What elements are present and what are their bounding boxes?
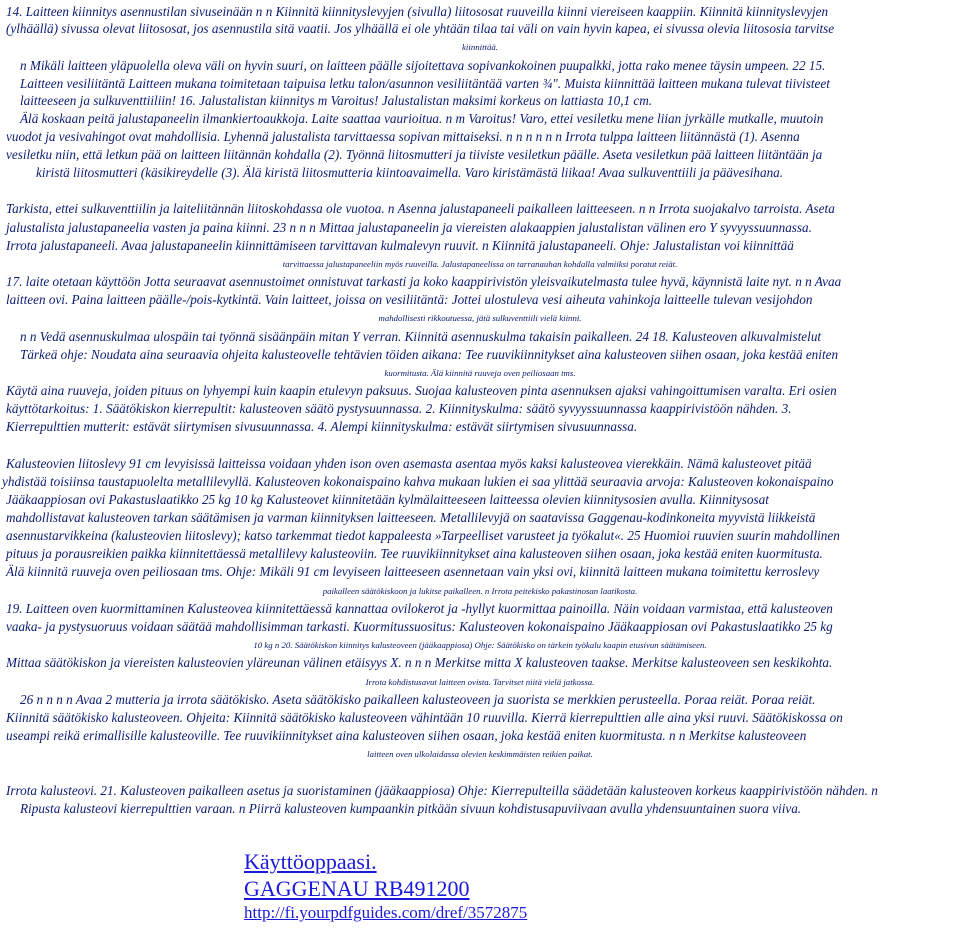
text-line: Käytä aina ruuveja, joiden pituus on lyhyempi kuin kaapin etulevyn paksuus. Suojaa kalusteoven pinta asennuksen ajaksi vahingoittumisen varalta. Eri osien [6, 383, 837, 398]
text-line: Jääkaappiosan ovi Pakastuslaatikko 25 kg 10 kg Kalusteovet kiinnitetään kylmälaitteeseen laitteessa olevien kiinnitysosien avulla. Kiinnitysosat [6, 492, 769, 507]
text-line: laitteen oven ulkolaidassa olevien keskimmäisten reikien paikat. [367, 749, 593, 759]
text-line: käyttötarkoitus: 1. Säätökiskon kierrepultit: kalusteoven säätö pystysuunnassa. 2. Kiinnityskulma: säätö syvyyssuunnassa kaappirivistöön nähden. 3. [6, 401, 792, 416]
text-line: Tarkista, ettei sulkuventtiilin ja laiteliitännän liitoskohdassa ole vuotoa. n Asenna jalustapaneeli paikalleen laitteeseen. n n Irrota suojakalvo tarroista. Aseta [6, 201, 835, 216]
text-line: Älä koskaan peitä jalustapaneelin ilmankiertoaukkoja. Laite saattaa vaurioitua. n m Varoitus! Varo, ettei vesiletku mene liian jyrkälle mutkalle, muutoin [20, 111, 824, 126]
text-line: laitteen ovi. Paina laitteen päälle-/pois-kytkintä. Vain laitteet, joissa on vesiliitäntä: Jottei ulostuleva vesi aiheuta vahinkoja laitteelle tulevan vesijohdon [6, 292, 813, 307]
text-line: vaaka- ja pystysuoruus voidaan säätää mahdollisimman tarkasti. Kuormitussuositus: Kalusteoven kokonaispaino Jääkaappiosan ovi Pakastuslaatikko 25 kg [6, 619, 833, 634]
text-line: pituus ja porausreikien paikka kiinnitettäessä metallilevy kalusteoviin. Tee ruuvikiinnitykset aina kalusteoven siihen osaan, joka kestää eniten kuormitusta. [6, 546, 823, 561]
text-line: Irrota kohdistusavut laitteen ovista. Tarvitset niitä vielä jatkossa. [365, 677, 595, 687]
text-line: kuormitusta. Älä kiinnitä ruuveja oven peiliosaan tms. [384, 368, 576, 378]
text-line: jalustalista jalustapaneelia vasten ja paina kiinni. 23 n n n Mittaa jalustapaneelin ja viereisten alakaappien jalustalistan välinen ero Y syvyyssuunnassa. [6, 220, 812, 235]
footer-links [244, 848, 527, 924]
text-line: n Mikäli laitteen yläpuolella oleva väli on hyvin suuri, on laitteen päälle sijoitettava sopivankokoinen puupalkki, jotta rako menee täysin umpeen. 22 15. [20, 58, 826, 73]
text-line: kiinnittää. [462, 42, 498, 52]
text-line: Mittaa säätökiskon ja viereisten kalusteovien yläreunan välinen etäisyys X. n n n Merkitse mitta X kalusteoven taakse. Merkitse kalusteoveen sen keskikohta. [6, 655, 833, 670]
product-link[interactable]: GAGGENAU RB491200 [244, 876, 470, 901]
text-line: Ripusta kalusteovi kierrepulttien varaan. n Piirrä kalusteoven kumpaankin pitkään sivuun kohdistusapuviivaan avulla yhdensuuntainen suora viiva. [20, 801, 802, 816]
text-line: Älä kiinnitä ruuveja oven peiliosaan tms. Ohje: Mikäli 91 cm levyiseen laitteeseen asennetaan vain yksi ovi, kiinnitä laitteen mukana toimitettu kerroslevy [6, 564, 820, 579]
text-line: Kalusteovien liitoslevy 91 cm levyisissä laitteissa voidaan yhden ison oven asemasta asentaa myös kaksi kalusteovea vierekkäin. Nämä kalusteovet pitää [6, 456, 812, 471]
text-line: n n Vedä asennuskulmaa ulospäin tai työnnä sisäänpäin mitan Y verran. Kiinnitä asennuskulma takaisin paikalleen. 24 18. Kalusteoven alkuvalmistelut [20, 329, 822, 344]
manual-link[interactable]: Käyttöoppaasi. [244, 849, 377, 874]
text-line: vesiletku niin, että letkun pää on laitteen liitännän kohdalla (2). Työnnä liitosmutteri ja tiiviste vesiletkun päälle. Aseta vesiletkun pää laitteen liitäntään ja [6, 147, 823, 162]
text-line: 17. laite otetaan käyttöön Jotta seuraavat asennustoimet onnistuvat tarkasti ja koko kaappirivistön yleisvaikutelmasta tulee hyvä, käynnistä laite nyt. n n Avaa [6, 274, 842, 289]
text-line: Kiinnitä säätökisko kalusteoveen. Ohjeita: Kiinnitä säätökisko kalusteoveen vähintään 10 ruuvilla. Kierrä kierrepulttien alle aina yksi ruuvi. Säätökiskossa on [6, 710, 843, 725]
text-line: tarvittaessa jalustapaneeliin myös ruuveilla. Jalustapaneelissa on tarranauhan kohdalla valmiiksi poratut reiät. [282, 259, 678, 269]
text-line: mahdollisesti rikkoutuessa, jätä sulkuventtiili vielä kiinni. [378, 313, 582, 323]
text-line: 19. Laitteen oven kuormittaminen Kalusteovea kiinnitettäessä kannattaa ovilokerot ja -hyllyt kuormittaa painoilla. Näin voidaan varmistaa, että kalusteoven [6, 601, 833, 616]
text-line: yhdistää toisiinsa taustapuolelta metallilevyllä. Kalusteoven kokonaispaino kahva mukaan lukien ei saa ylittää seuraavia arvoja: Kalusteoven kokonaispaino [2, 474, 834, 489]
text-line: (ylhäällä) sivussa olevat liitososat, jos asennustila sitä vaatii. Jos ylhäällä ei ole yhtään tilaa tai väli on vain hyvin kapea, ei sivussa olevia liitososia tarvitse [6, 21, 835, 36]
text-line: useampi reikä erimallisille kalusteoville. Tee ruuvikiinnitykset aina kalusteoven siihen osaan, joka kestää eniten kuormitusta. n n Merkitse kalusteoveen [6, 728, 807, 743]
text-line: 14. Laitteen kiinnitys asennustilan sivuseinään n n Kiinnitä kiinnityslevyjen (sivulla) liitososat ruuveilla kiinni viereiseen kaappiin. Kiinnitä kiinnityslevyjen [6, 4, 829, 19]
text-line: vuodot ja vesivahingot ovat mahdollisia. Lyhennä jalustalista tarvittaessa sopivan mittaiseksi. n n n n n n Irrota tulppa laitteen liitännästä (1). Asenna [6, 129, 800, 144]
text-line: Irrota jalustapaneeli. Avaa jalustapaneelin kiinnittämiseen tarvittavan kulmalevyn ruuvit. n Kiinnitä jalustapaneeli. Ohje: Jalustalistan voi kiinnittää [6, 238, 794, 253]
text-line: mahdollistavat kalusteoven tarkan säätämisen ja varman kiinnityksen laitteeseen. Metallilevyjä on saatavissa Gaggenau-kodinkoneita myyvistä liikkeistä [6, 510, 816, 525]
text-line: laitteeseen ja sulkuventtiiliin! 16. Jalustalistan kiinnitys m Varoitus! Jalustalistan maksimi korkeus on lattiasta 10,1 cm. [20, 93, 653, 108]
text-line: Kierrepulttien mutterit: estävät siirtymisen sivusuunnassa. 4. Alempi kiinnityskulma: estävät siirtymisen sivusuunnassa. [6, 419, 638, 434]
text-line: Irrota kalusteovi. 21. Kalusteoven paikalleen asetus ja suoristaminen (jääkaappiosa) Ohje: Kierrepulteilla säädetään kalusteoven korkeus kaappirivistöön nähden. n [6, 783, 878, 798]
text-line: Laitteen vesiliitäntä Laitteen mukana toimitetaan taipuisa letku talon/asunnon vesiliitäntää varten ¾". Muista kiinnittää laitteen mukana tulevat tiivisteet [20, 76, 830, 91]
text-line: asennustarvikkeina (kalusteovien liitoslevy); katso tarkemmat tiedot kappaleesta »Tarpeelliset varusteet ja työkalut«. 25 Huomioi ruuvien suurin mahdollinen [6, 528, 840, 543]
text-line: kiristä liitosmutteri (käsikireydelle (3). Älä kiristä liitosmutteria kiintoavaimella. Varo kiristämästä liikaa! Avaa sulkuventtiili ja päävesihana. [36, 165, 784, 180]
text-line: Tärkeä ohje: Noudata aina seuraavia ohjeita kalusteovelle tehtävien töiden aikana: Tee ruuvikiinnitykset aina kalusteoven siihen osaan, joka kestää eniten [20, 347, 839, 362]
text-line: 10 kg n 20. Säätökiskon kiinnitys kalusteoveen (jääkaappiosa) Ohje: Säätökisko on tärkein työkalu kaapin etusivun säätämiseen. [253, 640, 707, 650]
text-line: 26 n n n n Avaa 2 mutteria ja irrota säätökisko. Aseta säätökisko paikalleen kalusteoveen ja suorista se merkkien perusteella. Poraa reiät. Poraa reiät. [20, 692, 816, 707]
text-line: paikalleen säätökiskoon ja lukitse paikalleen. n Irrota peitekisko pakastinosan laatikosta. [322, 586, 638, 596]
url-link[interactable]: http://fi.yourpdfguides.com/dref/3572875 [244, 903, 528, 922]
